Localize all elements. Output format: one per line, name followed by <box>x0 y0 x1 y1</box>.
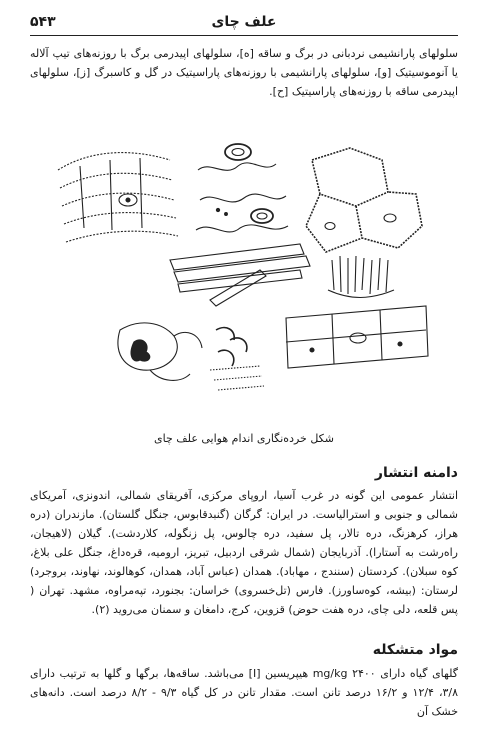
running-title: علف چای <box>211 14 277 30</box>
header-rule <box>30 35 458 36</box>
section-heading-constituents: مواد متشکله <box>372 642 458 658</box>
distribution-paragraph: انتشار عمومی این گونه در غرب آسیا، اروپای مرکزی، آفریقای شمالی، اندونزی، آمریکای شمالی و جنوبی و استرالیاست. در ایران: گرگان (گنبدقابوس، جنگل گلستان). مازندران (دره هراز، کرهزنگ، دره تالار، پل سفید، دره چالوس، پل زنگوله، کلاردشت). گیلان (لاهیجان، راه‌رشت به آستارا). آذربایجان (شمال شرقی اردبیل، تبریز، ارومیه، قره‌داغ، جنگل علی بلاغ، کوه سبلان). کردستان (سنندج ، مهاباد). همدان (عباس آباد، همدان، کوهالوند، نهاوند، بروجرد) لرستان: (بیشه، کوه‌ساورز). فارس (تل‌خسروی) خراسان: بجنورد، تپه‌مراوه، مشهد. تهران ( پس قلعه، دلی چای، دره هفت حوض) قزوین، کرج، دامغان و سمنان می‌روید (۲). <box>30 489 458 616</box>
figure-caption: شکل خرده‌نگاری اندام هوایی علف چای <box>154 432 334 445</box>
intro-paragraph: سلولهای پارانشیمی نردبانی در برگ و ساقه [ه]، سلولهای اپیدرمی برگ با روزنه‌های تیپ آلاله یا آنوموسیتیک [و]، سلولهای پارانشیمی با روزنه‌های پاراسیتیک در گل و کاسبرگ [ز]، سلولهای اپیدرمی ساقه با روزنه‌های پاراسیتیک [ح]. <box>30 47 458 98</box>
constituents-paragraph: گلهای گیاه دارای ۲۴۰۰ mg/kg هیپریسین [I] می‌باشد. ساقه‌ها، برگها و گلها به ترتیب دارای ۳/۸، ۱۲/۴ و ۱۶/۲ درصد تانن است. مقدار تانن در کل گیاه ۹/۳ - ۸/۲ درصد است. دانه‌های خشک آن <box>30 667 459 718</box>
microscopy-drawing <box>50 130 438 415</box>
section-heading-distribution: دامنه انتشار <box>374 465 458 481</box>
page-header <box>30 8 458 36</box>
page-number: ۵۴۳ <box>30 14 56 30</box>
microscopy-figure <box>50 130 438 415</box>
